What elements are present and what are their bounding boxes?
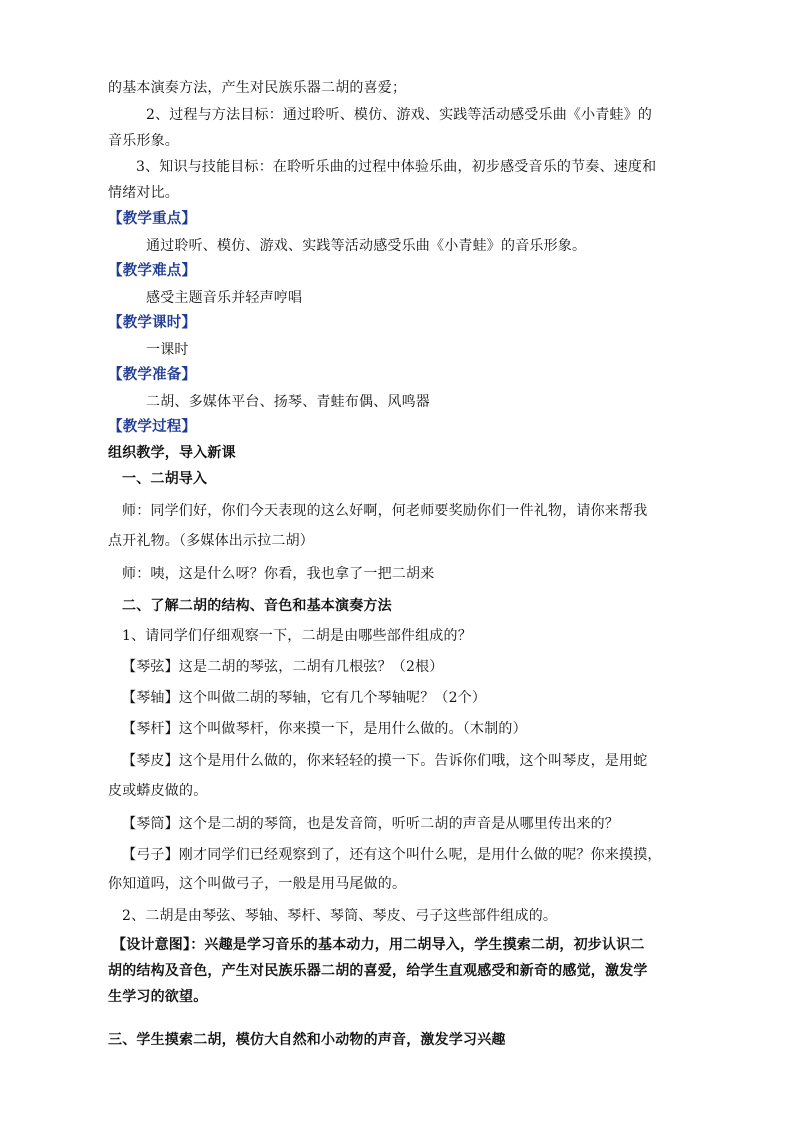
prep-heading: 【教学准备】 bbox=[108, 366, 197, 383]
organize-heading: 组织教学，导入新课 bbox=[108, 445, 236, 461]
teacher-line1: 师：同学们好，你们今天表现的这么好啊，何老师要奖励你们一件礼物，请你来帮我 bbox=[122, 503, 648, 519]
section3-heading: 三、学生摸索二胡，模仿大自然和小动物的声音，激发学习兴趣 bbox=[108, 1032, 506, 1048]
key-points-heading: 【教学重点】 bbox=[108, 210, 197, 227]
teacher-line2: 师：咦，这是什么呀？你看，我也拿了一把二胡来 bbox=[122, 566, 435, 582]
goal-process-line1: 2、过程与方法目标：通过聆听、模仿、游戏、实践等活动感受乐曲《小青蛙》的 bbox=[146, 107, 653, 123]
teacher-line1-cont: 点开礼物。（多媒体出示拉二胡） bbox=[108, 533, 314, 549]
part-body: 【琴筒】这个是二胡的琴筒，也是发音筒，听听二胡的声音是从哪里传出来的？ bbox=[122, 816, 619, 832]
difficulty-text: 感受主题音乐并轻声哼唱 bbox=[146, 290, 303, 306]
part-strings: 【琴弦】这是二胡的琴弦，二胡有几根弦？（2根） bbox=[122, 659, 444, 675]
hours-text: 一课时 bbox=[146, 342, 189, 358]
design-intent-line2: 胡的结构及音色，产生对民族乐器二胡的喜爱，给学生直观感受和新奇的感觉，激发学 bbox=[108, 963, 648, 979]
question1: 1、请同学们仔细观察一下，二胡是由哪些部件组成的？ bbox=[122, 628, 472, 644]
section1-heading: 一、二胡导入 bbox=[122, 471, 208, 487]
part-skin-line2: 皮或蟒皮做的。 bbox=[108, 783, 208, 799]
intro-line: 的基本演奏方法，产生对民族乐器二胡的喜爱； bbox=[108, 80, 407, 96]
key-points-text: 通过聆听、模仿、游戏、实践等活动感受乐曲《小青蛙》的音乐形象。 bbox=[146, 238, 587, 254]
prep-text: 二胡、多媒体平台、扬琴、青蛙布偶、风鸣器 bbox=[146, 394, 430, 410]
section2-heading: 二、了解二胡的结构、音色和基本演奏方法 bbox=[122, 598, 392, 614]
goal-skills-line2: 情绪对比。 bbox=[108, 185, 179, 201]
part-neck: 【琴杆】这个叫做琴杆，你来摸一下，是用什么做的。（木制的） bbox=[122, 721, 527, 737]
hours-heading: 【教学课时】 bbox=[108, 314, 197, 331]
part-skin-line1: 【琴皮】这个是用什么做的，你来轻轻的摸一下。告诉你们哦，这个叫琴皮，是用蛇 bbox=[122, 753, 648, 769]
difficulty-heading: 【教学难点】 bbox=[108, 262, 197, 279]
goal-skills-line1: 3、知识与技能目标：在聆听乐曲的过程中体验乐曲，初步感受音乐的节奏、速度和 bbox=[136, 159, 657, 175]
part-bow-line2: 你知道吗，这个叫做弓子，一般是用马尾做的。 bbox=[108, 876, 407, 892]
design-intent-line3: 生学习的欲望。 bbox=[108, 989, 208, 1005]
goal-process-line2: 音乐形象。 bbox=[108, 133, 179, 149]
process-heading: 【教学过程】 bbox=[108, 418, 197, 435]
part-bow-line1: 【弓子】刚才同学们已经观察到了，还有这个叫什么呢，是用什么做的呢？你来摸摸， bbox=[122, 847, 662, 863]
question2: 2、二胡是由琴弦、琴轴、琴杆、琴筒、琴皮、弓子这些部件组成的。 bbox=[122, 908, 558, 924]
design-intent-line1: 【设计意图】：兴趣是学习音乐的基本动力，用二胡导入，学生摸索二胡，初步认识二 bbox=[112, 937, 645, 953]
part-pegs: 【琴轴】这个叫做二胡的琴轴，它有几个琴轴呢？（2个） bbox=[122, 690, 487, 706]
